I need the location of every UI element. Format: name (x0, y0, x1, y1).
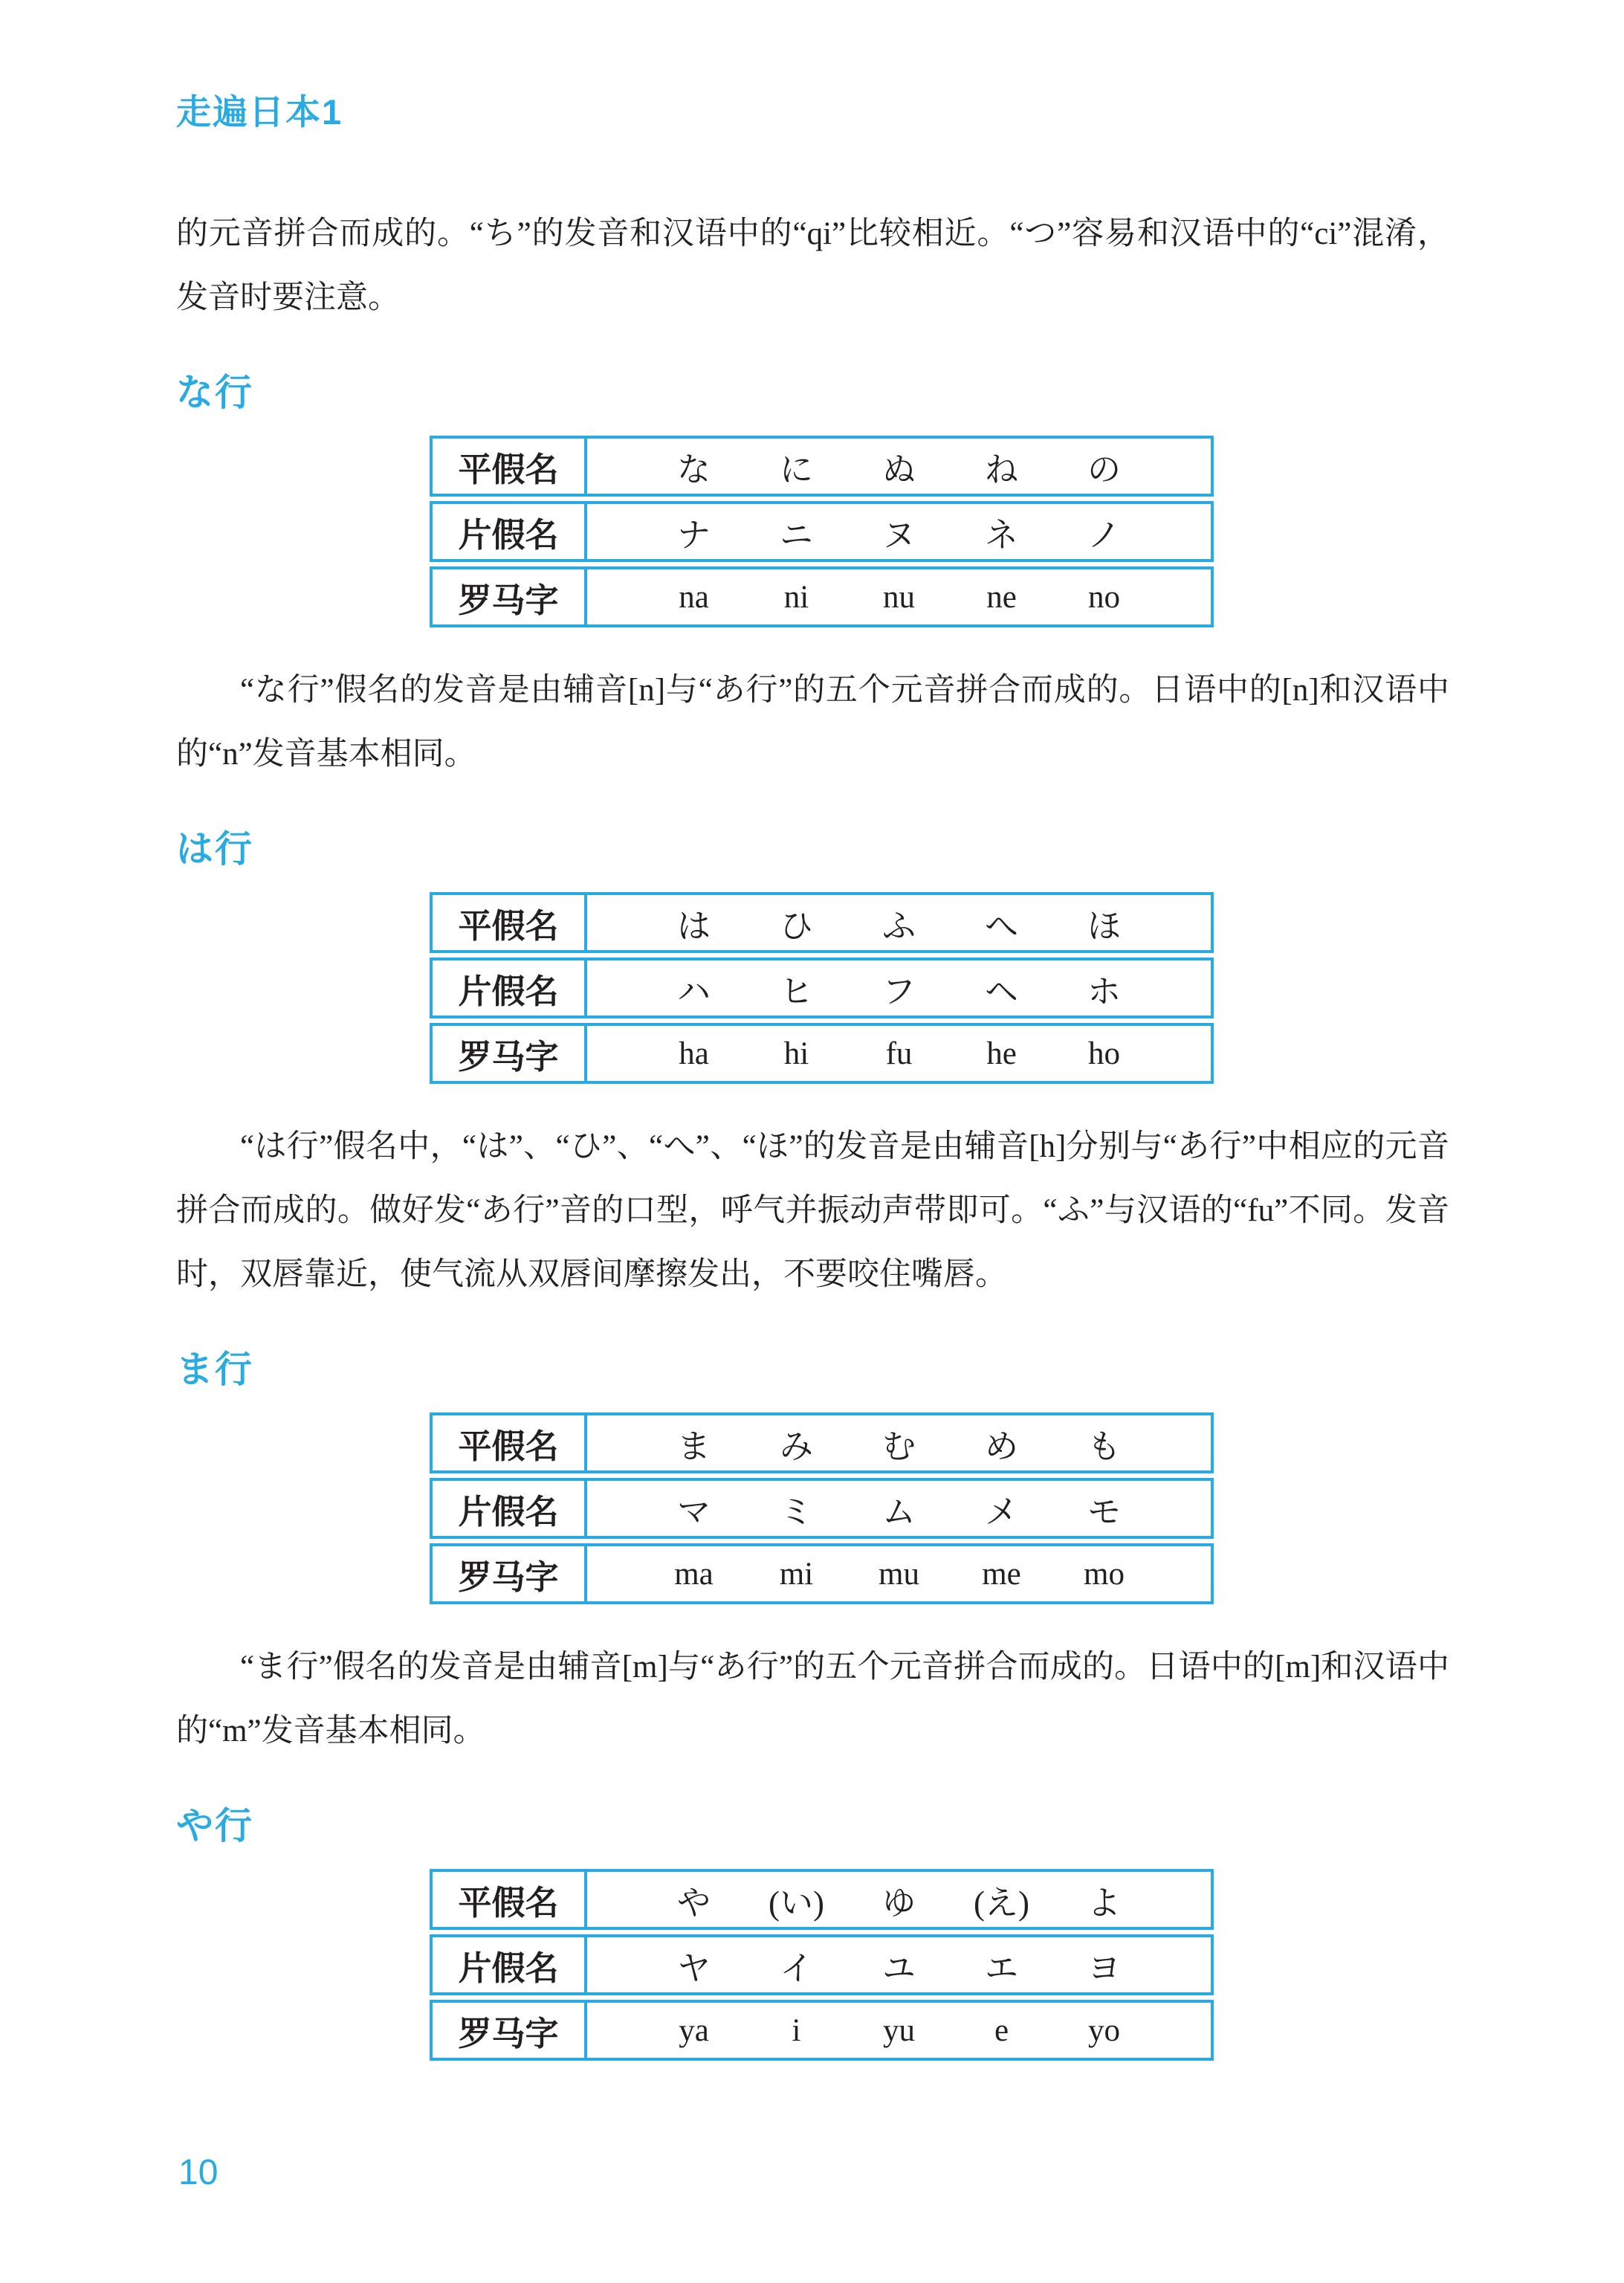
section-ya-row (176, 1805, 1449, 2061)
romaji-cell: hi (783, 1036, 809, 1071)
table-row-romaji (430, 1543, 1214, 1604)
romaji-cell: ya (679, 2012, 709, 2048)
kana-cell: ぬ (881, 451, 916, 488)
romaji-cell: no (1088, 579, 1120, 615)
row-cells (587, 1546, 1211, 1601)
kana-cell: む (881, 1427, 916, 1465)
table-row-romaji (430, 566, 1214, 627)
kana-cell: み (779, 1427, 813, 1465)
kana-cell: や (676, 1884, 711, 1922)
romaji-cell: e (994, 2012, 1009, 2048)
row-label: 平假名 (433, 439, 587, 494)
kana-cell: エ (984, 1949, 1018, 1987)
kana-cell: ネ (984, 516, 1018, 554)
kana-cell: も (1087, 1427, 1121, 1465)
row-label: 罗马字 (433, 1546, 587, 1601)
romaji-cell: na (679, 579, 709, 615)
row-label: 罗马字 (433, 1026, 587, 1081)
section-heading: ま行 (176, 1349, 253, 1390)
kana-cell: ニ (779, 516, 813, 554)
kana-cell: ね (984, 451, 1018, 488)
kana-cell: は (676, 907, 711, 945)
romaji-cell: mu (879, 1556, 919, 1592)
kana-cell: の (1087, 451, 1121, 488)
kana-cell: ユ (881, 1949, 916, 1987)
table-row-hiragana (430, 1412, 1214, 1473)
kana-cell: ほ (1087, 907, 1121, 945)
romaji-cell: ni (783, 579, 809, 615)
row-label: 片假名 (433, 504, 587, 559)
table-row-hiragana (430, 892, 1214, 953)
section-ma-row (176, 1349, 1449, 1763)
row-cells (587, 2003, 1211, 2058)
row-cells (587, 960, 1211, 1015)
kana-cell: フ (881, 972, 916, 1010)
section-heading: な行 (176, 372, 253, 413)
row-label: 片假名 (433, 1481, 587, 1536)
romaji-cell: ma (674, 1556, 714, 1592)
row-cells (587, 504, 1211, 559)
table-row-katakana (430, 501, 1214, 562)
kana-cell: ひ (779, 907, 813, 945)
row-label: 罗马字 (433, 2003, 587, 2058)
row-cells (587, 1481, 1211, 1536)
kana-cell: め (984, 1427, 1018, 1465)
kana-cell: ヤ (676, 1949, 711, 1987)
kana-cell: モ (1087, 1493, 1121, 1531)
romaji-cell: fu (885, 1036, 913, 1071)
kana-cell: ヒ (779, 972, 813, 1010)
kana-cell: ホ (1087, 972, 1121, 1010)
romaji-cell: mi (779, 1556, 814, 1592)
page-number: 10 (178, 2153, 219, 2192)
romaji-cell: yo (1088, 2012, 1120, 2048)
kana-table (430, 1869, 1214, 2061)
kana-cell: ム (881, 1493, 916, 1531)
romaji-cell: me (982, 1556, 1021, 1592)
romaji-cell: ho (1088, 1036, 1120, 1071)
row-cells (587, 1026, 1211, 1081)
row-label: 片假名 (433, 960, 587, 1015)
row-label: 平假名 (433, 895, 587, 950)
kana-cell: ヘ (984, 972, 1018, 1010)
kana-cell: ノ (1087, 516, 1121, 554)
table-row-romaji (430, 1023, 1214, 1084)
row-cells (587, 1872, 1211, 1927)
kana-cell: ヨ (1087, 1949, 1121, 1987)
romaji-cell: mo (1084, 1556, 1125, 1592)
kana-cell: ま (676, 1427, 711, 1465)
table-row-hiragana (430, 436, 1214, 497)
row-cells (587, 895, 1211, 950)
kana-cell: (え) (974, 1884, 1029, 1922)
row-cells (587, 439, 1211, 494)
romaji-cell: nu (883, 579, 915, 615)
row-label: 罗马字 (433, 569, 587, 624)
kana-cell: メ (984, 1493, 1018, 1531)
section-na-row (176, 372, 1449, 787)
section-paragraph: “ま行”假名的发音是由辅音[m]与“あ行”的五个元音拼合而成的。日语中的[m]和汉语中的“m”发音基本相同。 (176, 1650, 1449, 1748)
kana-cell: イ (779, 1949, 813, 1987)
kana-cell: に (779, 451, 813, 488)
section-paragraph: “は行”假名中，“は”、“ひ”、“へ”、“ほ”的发音是由辅音[h]分别与“あ行”中相应的元音拼合而成的。做好发“あ行”音的口型，呼气并振动声带即可。“ふ”与汉语的“fu”不同。发音时，双唇靠近，使气流从双唇间摩擦发出，不要咬住嘴唇。 (176, 1129, 1449, 1292)
table-row-romaji (430, 2000, 1214, 2061)
kana-cell: ハ (676, 972, 711, 1010)
table-row-katakana (430, 1934, 1214, 1995)
kana-cell: な (676, 451, 711, 488)
kana-cell: ミ (779, 1493, 813, 1531)
kana-table (430, 1412, 1214, 1604)
romaji-cell: ha (679, 1036, 709, 1071)
row-cells (587, 569, 1211, 624)
table-row-hiragana (430, 1869, 1214, 1930)
kana-cell: ふ (881, 907, 916, 945)
kana-cell: (い) (769, 1884, 824, 1922)
romaji-cell: yu (883, 2012, 915, 2048)
kana-cell: ゆ (881, 1884, 916, 1922)
kana-cell: マ (676, 1493, 711, 1531)
kana-table (430, 892, 1214, 1084)
kana-cell: へ (984, 907, 1018, 945)
romaji-cell: i (792, 2012, 801, 2048)
romaji-cell: ne (986, 579, 1017, 615)
book-title: 走遍日本1 (176, 92, 343, 132)
kana-table (430, 436, 1214, 627)
table-row-katakana (430, 1478, 1214, 1539)
intro-paragraph: 的元音拼合而成的。“ち”的发音和汉语中的“qi”比较相近。“つ”容易和汉语中的“ci”混淆，发音时要注意。 (176, 216, 1449, 315)
section-heading: や行 (176, 1805, 253, 1847)
table-row-katakana (430, 958, 1214, 1018)
row-cells (587, 1937, 1211, 1992)
row-cells (587, 1415, 1211, 1470)
kana-cell: ナ (676, 516, 711, 554)
romaji-cell: he (986, 1036, 1017, 1071)
row-label: 平假名 (433, 1415, 587, 1470)
row-label: 平假名 (433, 1872, 587, 1927)
kana-cell: よ (1087, 1884, 1121, 1922)
section-ha-row (176, 828, 1449, 1307)
kana-cell: ヌ (881, 516, 916, 554)
section-paragraph: “な行”假名的发音是由辅音[n]与“あ行”的五个元音拼合而成的。日语中的[n]和汉语中的“n”发音基本相同。 (176, 673, 1449, 772)
row-label: 片假名 (433, 1937, 587, 1992)
section-heading: は行 (176, 828, 253, 870)
